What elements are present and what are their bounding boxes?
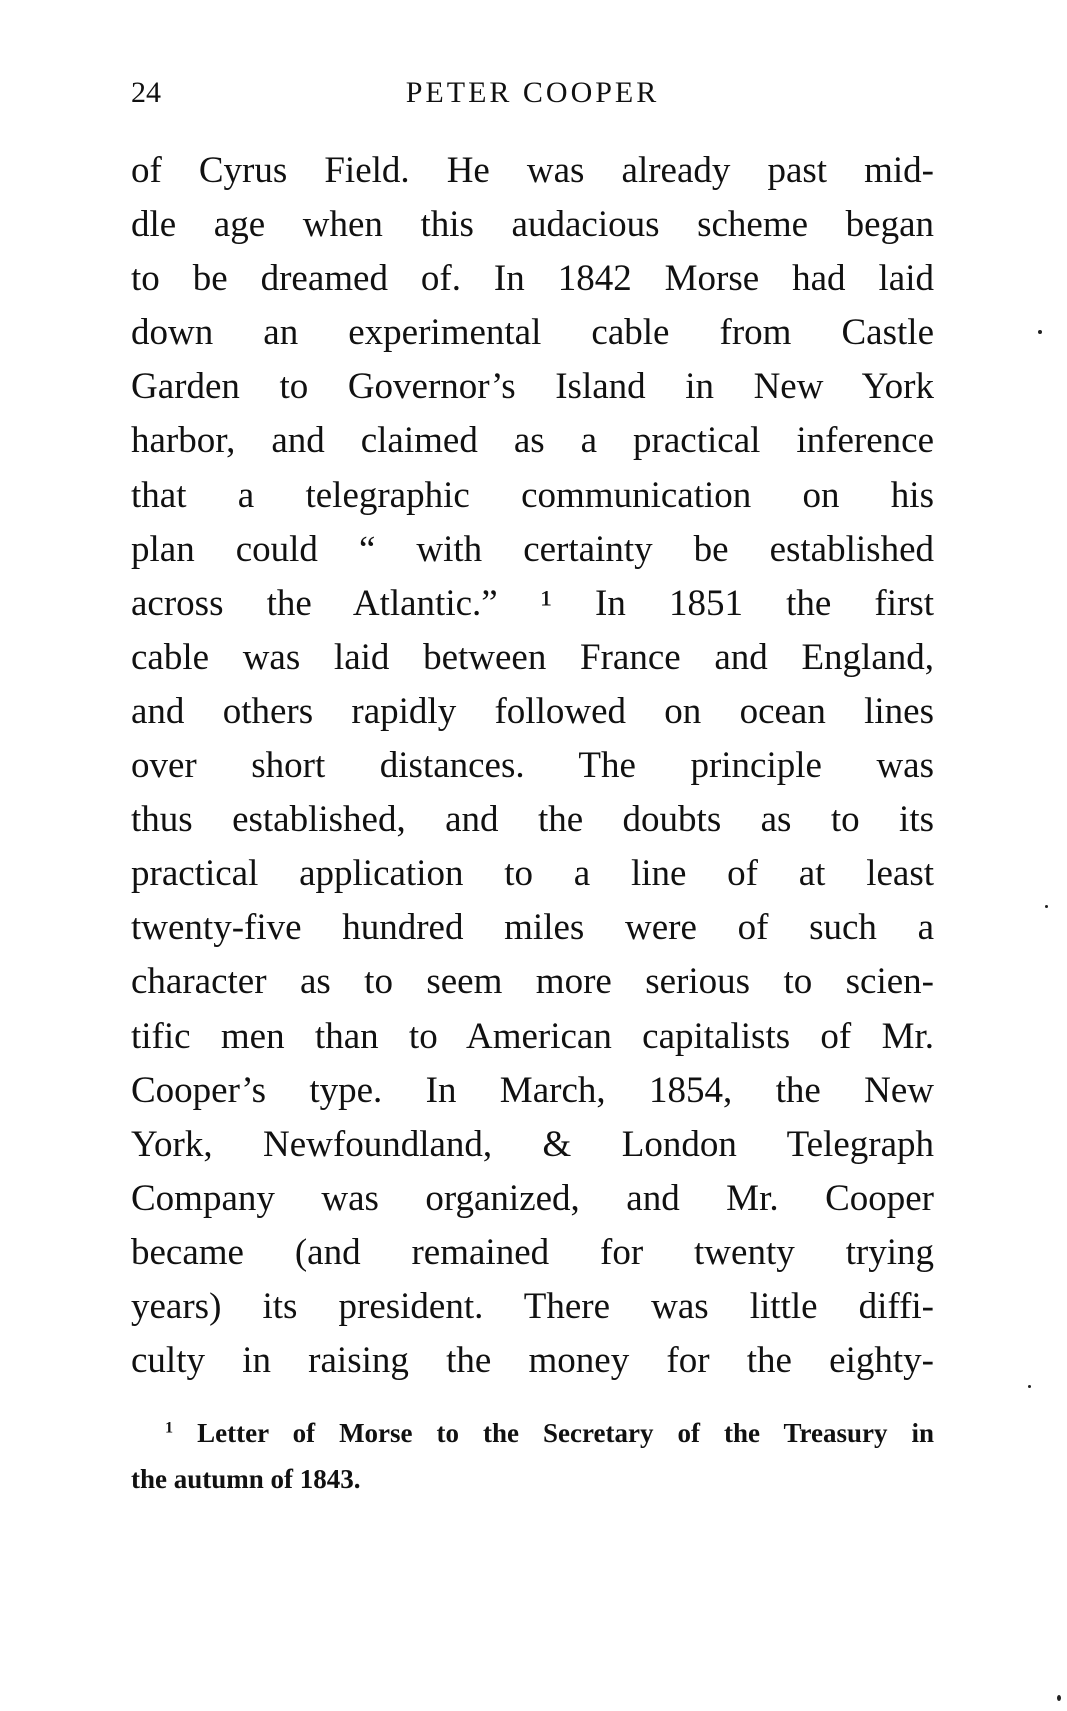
text-line: plan could “ with certainty be established	[131, 528, 934, 570]
text-line: Cooper’s type. In March, 1854, the New	[131, 1069, 934, 1111]
text-line: harbor, and claimed as a practical inference	[131, 420, 934, 462]
scan-speck	[1045, 905, 1048, 908]
text-line: character as to seem more serious to scien-	[131, 961, 934, 1003]
running-title: PETER COOPER	[405, 76, 660, 109]
scan-speck	[1057, 1695, 1061, 1701]
text-line: across the Atlantic.” ¹ In 1851 the first	[131, 582, 934, 624]
scan-speck	[1028, 1385, 1031, 1388]
text-line: practical application to a line of at least	[131, 853, 934, 895]
text-line: tific men than to American capitalists of Mr.	[131, 1015, 934, 1057]
text-line: over short distances. The principle was	[131, 745, 934, 787]
text-line: years) its president. There was little diffi-	[131, 1285, 934, 1327]
text-line: twenty-five hundred miles were of such a	[131, 907, 934, 949]
footnote-line-2: the autumn of 1843.	[131, 1464, 361, 1494]
text-line: Garden to Governor’s Island in New York	[131, 366, 934, 408]
text-line: down an experimental cable from Castle	[131, 312, 934, 354]
text-line: York, Newfoundland, & London Telegraph	[131, 1123, 934, 1165]
text-line: to be dreamed of. In 1842 Morse had laid	[131, 258, 934, 300]
scan-speck	[1038, 330, 1042, 334]
footnote	[131, 1410, 934, 1502]
footnote-marker: 1	[165, 1418, 174, 1437]
page-number: 24	[131, 76, 161, 109]
body-text	[131, 144, 934, 1388]
text-line: cable was laid between France and England,	[131, 636, 934, 678]
text-line: of Cyrus Field. He was already past mid-	[131, 150, 934, 191]
text-line: became (and remained for twenty trying	[131, 1231, 934, 1273]
text-line: and others rapidly followed on ocean lines	[131, 690, 934, 732]
running-header	[131, 76, 934, 116]
footnote-line-1	[131, 1410, 934, 1456]
text-line: thus established, and the doubts as to its	[131, 799, 934, 841]
text-line: dle age when this audacious scheme began	[131, 204, 934, 246]
footnote-text: Letter of Morse to the Secretary of the Treasury in	[197, 1418, 934, 1448]
text-line: that a telegraphic communication on his	[131, 474, 934, 516]
text-line: Company was organized, and Mr. Cooper	[131, 1177, 934, 1219]
text-line: culty in raising the money for the eighty-	[131, 1340, 934, 1382]
